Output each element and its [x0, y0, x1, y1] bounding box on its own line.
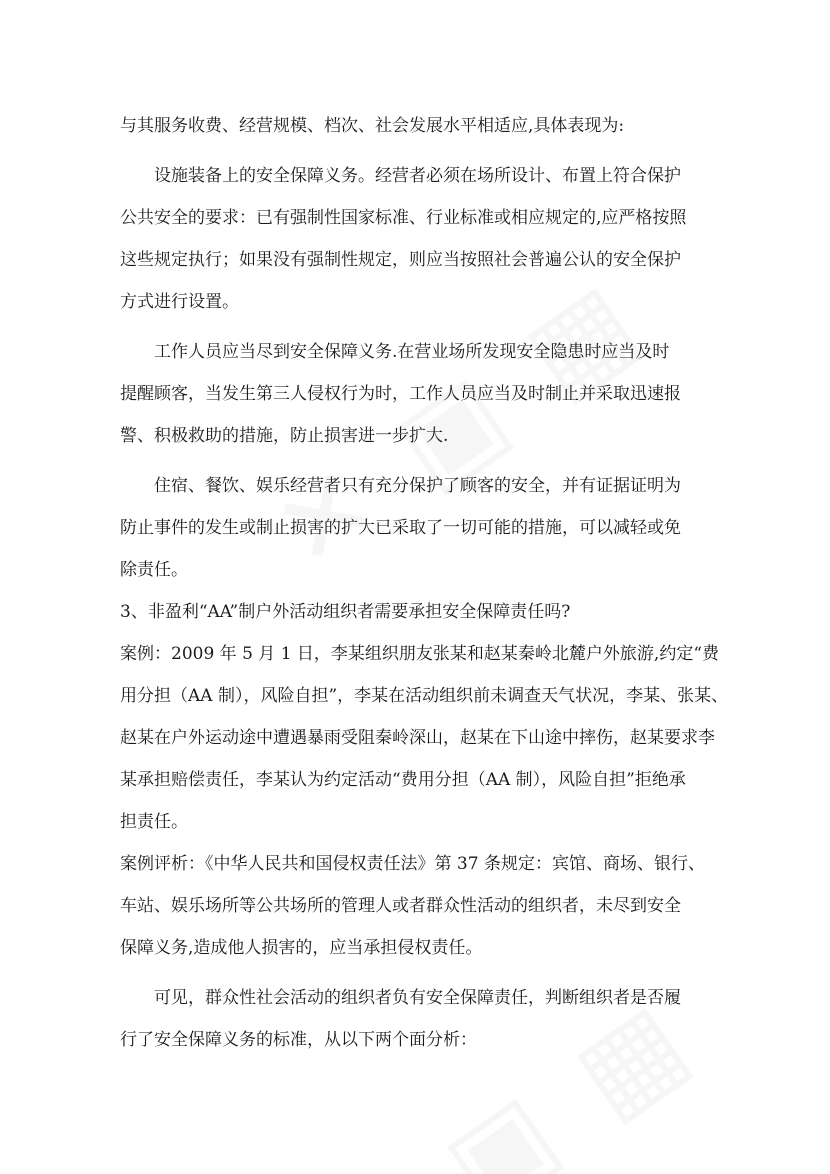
paragraph-staff-line: 工作人员应当尽到安全保障义务.在营业场所发现安全隐患时应当及时 — [154, 342, 670, 362]
case-line: 用分担（AA 制），风险自担”，李某在活动组织前未调查天气状况，李某、张某、 — [120, 686, 729, 706]
paragraph-conclusion-line: 可见，群众性社会活动的组织者负有安全保障责任，判断组织者是否履 — [154, 988, 681, 1008]
paragraph-facilities-line: 设施装备上的安全保障义务。经营者必须在场所设计、布置上符合保护 — [154, 166, 681, 186]
paragraph-facilities-line: 方式进行设置。 — [120, 292, 239, 312]
case-analysis-line: 保障义务,造成他人损害的，应当承担侵权责任。 — [120, 938, 483, 958]
case-line: 案例：2009 年 5 月 1 日，李某组织朋友张某和赵某秦岭北麓户外旅游,约定“费 — [120, 644, 720, 664]
paragraph-facilities-line: 公共安全的要求：已有强制性国家标准、行业标准或相应规定的,应严格按照 — [120, 208, 687, 228]
paragraph-staff-line: 警、积极救助的措施，防止损害进一步扩大. — [120, 426, 449, 446]
paragraph-exemption-line: 除责任。 — [120, 560, 188, 580]
case-analysis-line: 案例评析：《中华人民共和国侵权责任法》第 37 条规定：宾馆、商场、银行、 — [120, 854, 705, 874]
paragraph-facilities-line: 这些规定执行；如果没有强制性规定，则应当按照社会普遍公认的安全保护 — [120, 250, 681, 270]
case-line: 某承担赔偿责任，李某认为约定活动“费用分担（AA 制），风险自担”拒绝承 — [120, 770, 686, 790]
paragraph-conclusion-line: 行了安全保障义务的标准，从以下两个面分析： — [120, 1030, 477, 1050]
document-body — [120, 105, 729, 1061]
case-line: 赵某在户外运动途中遭遇暴雨受阻秦岭深山，赵某在下山途中摔伤，赵某要求李 — [120, 728, 715, 748]
case-line: 担责任。 — [120, 812, 188, 832]
paragraph-exemption-line: 住宿、餐饮、娱乐经营者只有充分保护了顾客的安全，并有证据证明为 — [154, 476, 681, 496]
text-line: 与其服务收费、经营规模、档次、社会发展水平相适应,具体表现为: — [120, 116, 625, 136]
section-heading: 3、非盈利“AA”制户外活动组织者需要承担安全保障责任吗? — [120, 602, 571, 622]
paragraph-exemption-line: 防止事件的发生或制止损害的扩大已采取了一切可能的措施，可以减轻或免 — [120, 518, 681, 538]
case-analysis-line: 车站、娱乐场所等公共场所的管理人或者群众性活动的组织者，未尽到安全 — [120, 896, 681, 916]
paragraph-staff-line: 提醒顾客，当发生第三人侵权行为时，工作人员应当及时制止并采取迅速报 — [120, 384, 681, 404]
